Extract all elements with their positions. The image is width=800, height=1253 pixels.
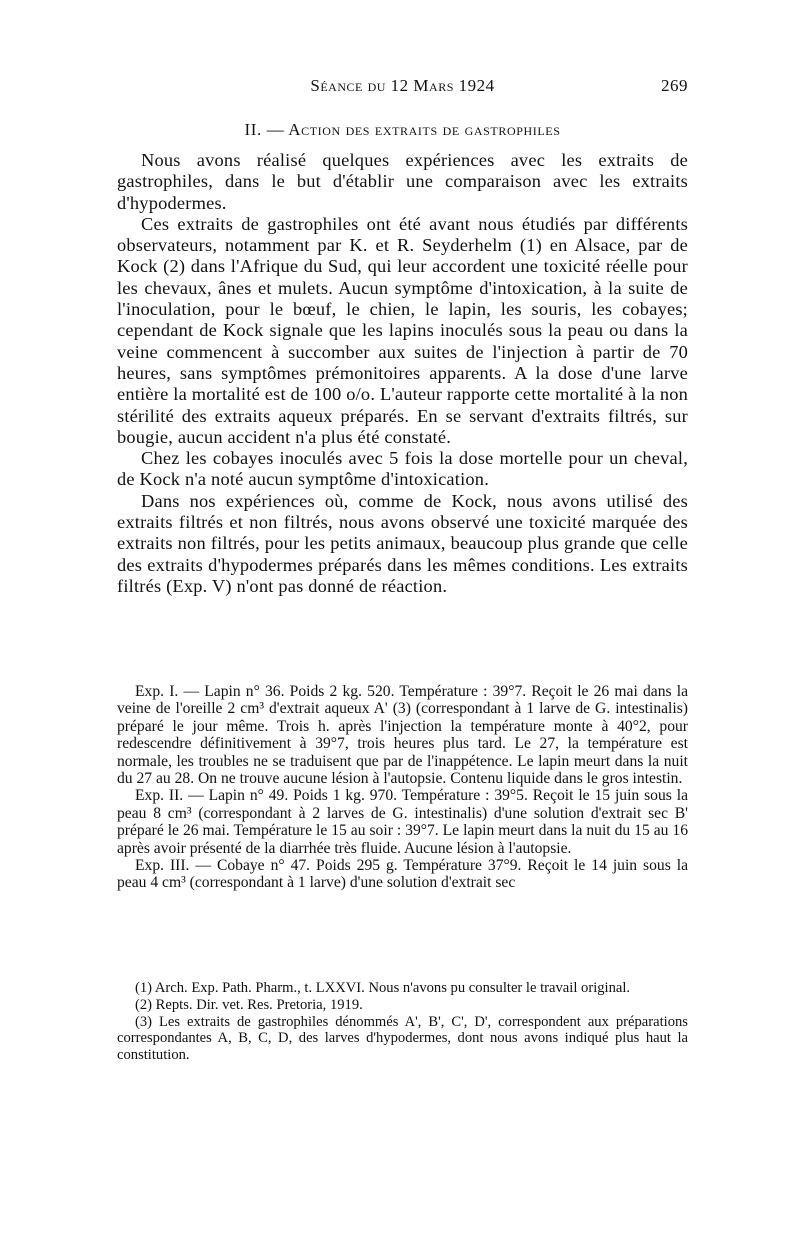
- experiment-notes: [117, 683, 688, 892]
- experiment-paragraph: Exp. II. — Lapin n° 49. Poids 1 kg. 970. Température : 39°5. Reçoit le 15 juin sous la peau 8 cm³ (correspondant à 2 larves de G. intestinalis) d'une solution d'extrait sec B' préparé le 26 mai. Température le 15 au soir : 39°7. Le lapin meurt dans la nuit du 15 au 16 après avoir présenté de la diarrhée très fluide. Aucune lésion à l'autopsie.: [117, 787, 688, 857]
- paragraph: Nous avons réalisé quelques expériences avec les extraits de gastrophiles, dans le but d'établir une comparaison avec les extraits d'hypodermes.: [117, 150, 688, 213]
- footnote: (1) Arch. Exp. Path. Pharm., t. LXXVI. Nous n'avons pu consulter le travail original.: [135, 980, 631, 996]
- body-text: [117, 150, 688, 597]
- experiment-paragraph: Exp. I. — Lapin n° 36. Poids 2 kg. 520. Température : 39°7. Reçoit le 26 mai dans la veine de l'oreille 2 cm³ d'extrait aqueux A' (3) (correspondant à 1 larve de G. intestinalis) préparé le jour même. Trois h. après l'injection la température monte à 40°2, pour redescendre définitivement à 39°7, trois heures plus tard. Le 27, la température est normale, les troubles ne se traduisent que par de l'inappétence. Le lapin meurt dans la nuit du 27 au 28. On ne trouve aucune lésion à l'autopsie. Contenu liquide dans le gros intestin.: [117, 683, 688, 788]
- paragraph: Ces extraits de gastrophiles ont été avant nous étudiés par différents observateurs, notamment par K. et R. Seyderhelm (1) en Alsace, par de Kock (2) dans l'Afrique du Sud, qui leur accordent une toxicité réelle pour les chevaux, ânes et mulets. Aucun symptôme d'intoxication, à la suite de l'inoculation, pour le bœuf, le chien, le lapin, les souris, les cobayes; cependant de Kock signale que les lapins inoculés sous la peau ou dans la veine commencent à succomber aux suites de l'injection à partir de 70 heures, sans symptômes prémonitoires apparents. A la dose d'une larve entière la mortalité est de 100 o/o. L'auteur rapporte cette mortalité à la non stérilité des extraits aqueux préparés. En se servant d'extraits filtrés, sur bougie, aucun accident n'a plus été constaté.: [117, 213, 688, 447]
- experiment-paragraph: Exp. III. — Cobaye n° 47. Poids 295 g. Température 37°9. Reçoit le 14 juin sous la peau 4 cm³ (correspondant à 1 larve) d'une solution d'extrait sec: [117, 857, 688, 892]
- section-title: II. — Action des extraits de gastrophiles: [244, 120, 561, 139]
- paragraph: Chez les cobayes inoculés avec 5 fois la dose mortelle pour un cheval, de Kock n'a noté aucun symptôme d'intoxication.: [117, 448, 688, 490]
- footnote: (3) Les extraits de gastrophiles dénommés A', B', C', D', correspondent aux préparations correspondantes A, B, C, D, des larves d'hypodermes, dont nous avons indiqué plus haut la constitution.: [117, 1013, 688, 1064]
- running-header: [117, 76, 688, 100]
- paragraph: Dans nos expériences où, comme de Kock, nous avons utilisé des extraits filtrés et non filtrés, nous avons observé une toxicité marquée des extraits non filtrés, pour les petits animaux, beaucoup plus grande que celle des extraits d'hypodermes préparés dans les mêmes conditions. Les extraits filtrés (Exp. V) n'ont pas donné de réaction.: [117, 490, 688, 596]
- footnotes: [117, 980, 688, 1064]
- running-title: Séance du 12 Mars 1924: [310, 76, 495, 95]
- page-number: 269: [661, 76, 688, 95]
- footnote: (2) Repts. Dir. vet. Res. Pretoria, 1919.: [135, 996, 363, 1013]
